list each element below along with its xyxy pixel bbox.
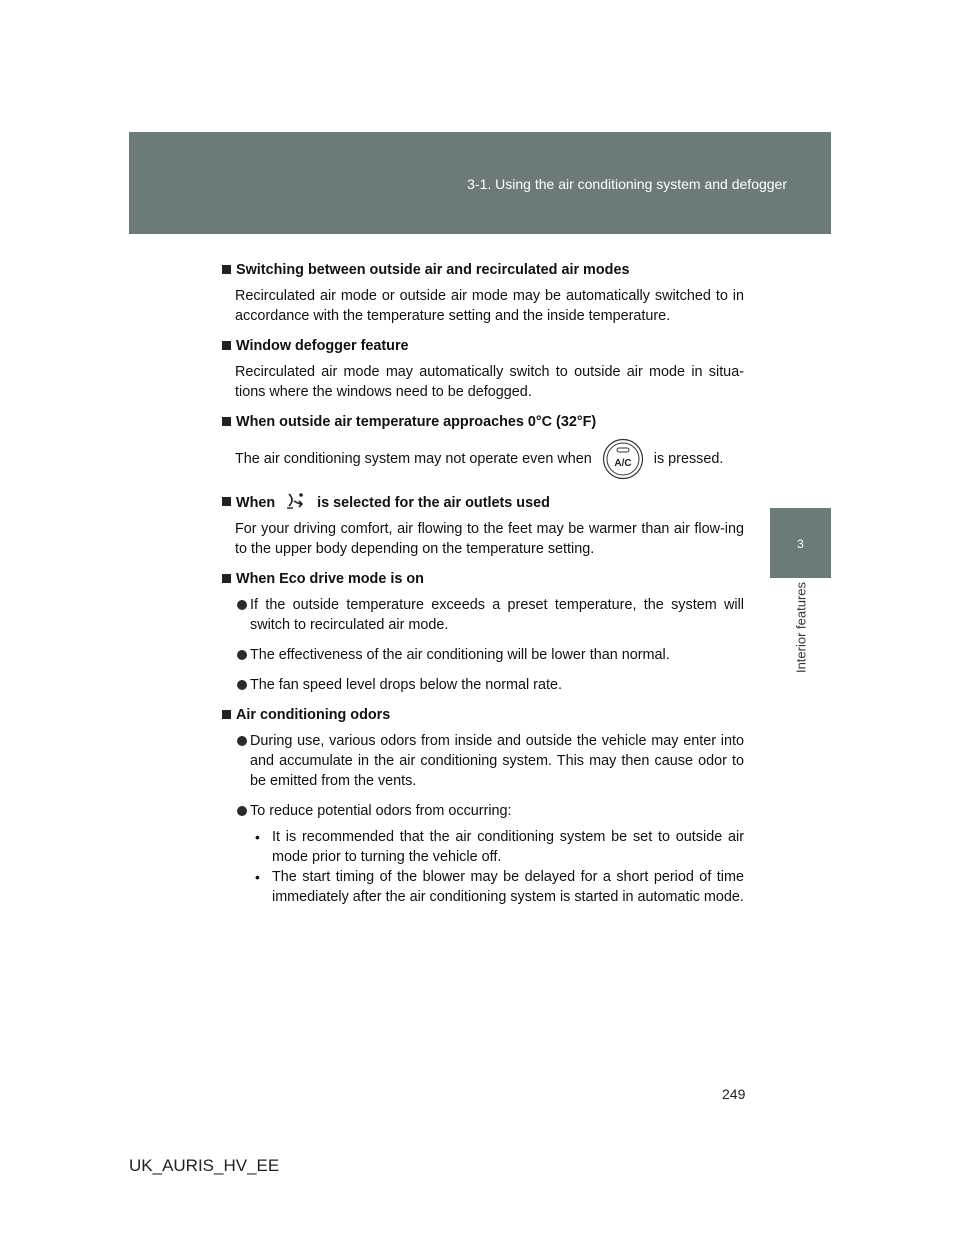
heading-air-outlets: When is selected for the air outlets used (216, 492, 744, 513)
round-bullet-icon (237, 806, 247, 816)
chapter-tab[interactable] (770, 508, 831, 578)
foot-vent-icon (285, 492, 307, 510)
small-dot-icon: • (255, 829, 260, 845)
header-band (129, 132, 831, 234)
sub-list-item: • It is recommended that the air conditioning system be set to outside air mode prior to turning the vehicle off. (255, 829, 744, 865)
round-bullet-icon (237, 650, 247, 660)
round-bullet-icon (237, 600, 247, 610)
small-dot-icon: • (255, 869, 260, 885)
list-item: To reduce potential odors from occurring: (216, 801, 744, 821)
section-title: 3-1. Using the air conditioning system and defogger (467, 176, 787, 192)
paragraph-air-outlets: For your driving comfort, air flowing to the feet may be warmer than air flow-ing to the upper body depending on the temperature setting. (235, 521, 744, 557)
chapter-label-text: Interior features (793, 582, 808, 674)
list-item: During use, various odors from inside and outside the vehicle may enter into and accumulate in the air conditioning system. This may then cause odor to be emitted from the vents. (216, 731, 744, 791)
ac-button-label: A/C (614, 458, 632, 469)
sub-list-item: • The start timing of the blower may be delayed for a short period of time immediately after the air conditioning system is started in automatic mode. (255, 869, 744, 905)
heading-outside-temperature: When outside air temperature approaches 0°C (32°F) (216, 412, 744, 432)
square-bullet-icon (222, 417, 231, 426)
square-bullet-icon (222, 265, 231, 274)
round-bullet-icon (237, 736, 247, 746)
heading-window-defogger: Window defogger feature (216, 336, 744, 356)
list-item: The effectiveness of the air conditioning will be lower than normal. (216, 645, 744, 665)
heading-outside-recirculated: Switching between outside air and recirculated air modes (216, 260, 744, 280)
list-item: The fan speed level drops below the normal rate. (216, 675, 744, 695)
paragraph-ac-button: The air conditioning system may not operate even when A/C is pressed. (216, 438, 744, 480)
chapter-number: 3 (797, 537, 804, 551)
square-bullet-icon (222, 497, 231, 506)
round-bullet-icon (237, 680, 247, 690)
paragraph-outside-recirculated: Recirculated air mode or outside air mode may be automatically switched to in accordance with the temperature setting and the inside temperature. (235, 288, 744, 324)
square-bullet-icon (222, 710, 231, 719)
list-item: If the outside temperature exceeds a preset temperature, the system will switch to recirculated air mode. (216, 595, 744, 635)
heading-eco-drive: When Eco drive mode is on (216, 569, 744, 589)
square-bullet-icon (222, 574, 231, 583)
ac-button-icon (602, 438, 644, 480)
heading-ac-odors: Air conditioning odors (216, 705, 744, 725)
square-bullet-icon (222, 341, 231, 350)
paragraph-window-defogger: Recirculated air mode may automatically switch to outside air mode in situa-tions where the windows need to be defogged. (235, 364, 744, 400)
page-content (216, 260, 744, 907)
chapter-label (770, 578, 831, 690)
document-code: UK_AURIS_HV_EE (129, 1156, 280, 1175)
page-number: 249 (722, 1086, 746, 1102)
